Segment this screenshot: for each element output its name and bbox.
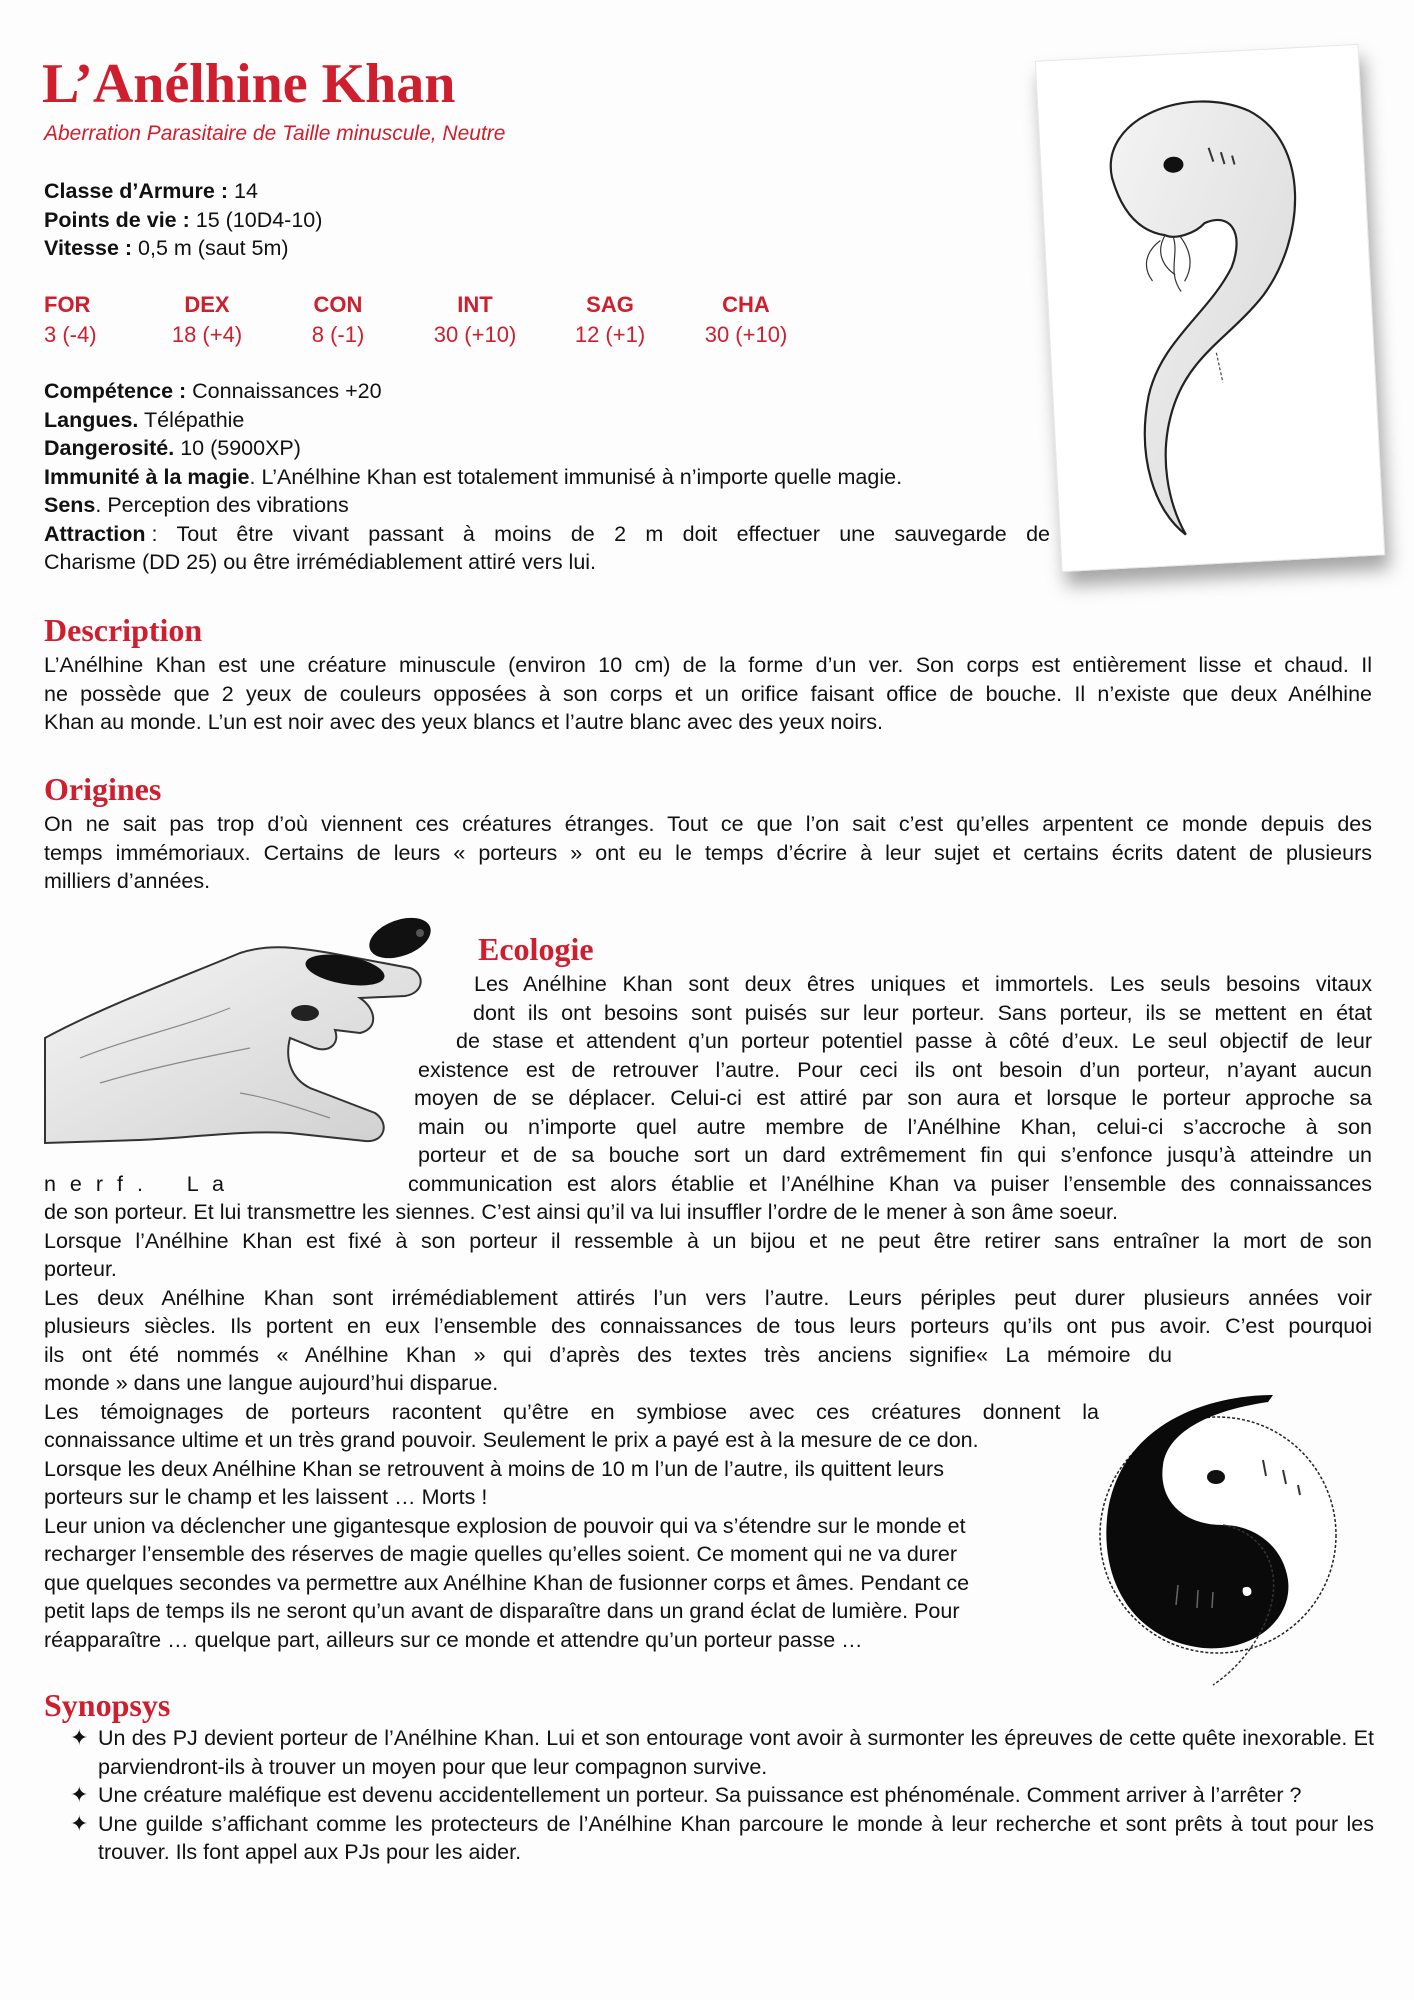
list-item (70, 1781, 1374, 1810)
trait-value: Télépathie (138, 407, 245, 432)
section-heading-origines: Origines (44, 771, 162, 807)
ability-label: CHA (722, 292, 770, 317)
text-line: Lorsque les deux Anélhine Khan se retrouvent à moins de 10 m l’un de l’autre, ils quittent leurs (44, 1456, 944, 1481)
text-line: ne possède que 2 yeux de couleurs opposées à son corps et un orifice faisant office de bouche. Il n’existe que deux Anélhine (44, 681, 1372, 706)
trait-label: Dangerosité. (44, 436, 175, 460)
trait-skill (44, 377, 1050, 406)
trait-label: Langues. (44, 407, 139, 432)
trait-challenge (44, 434, 1050, 463)
trait-value: 10 (5900XP) (174, 436, 301, 460)
ability-value: 8 (-1) (311, 322, 365, 347)
section-heading-ecologie: Ecologie (478, 931, 594, 967)
description-paragraph (44, 651, 1372, 737)
stat-speed (44, 234, 322, 263)
ability-value: 12 (+1) (574, 322, 646, 347)
ability-value: 3 (-4) (44, 322, 97, 347)
text-fragment: communication est alors établie et l’Anélhine Khan va puiser l’ensemble des connaissances (408, 1171, 1372, 1196)
trait-attraction-cont: Charisme (DD 25) ou être irrémédiablement attiré vers lui. (44, 550, 597, 574)
ability-label: INT (457, 292, 493, 317)
text-line: milliers d’années. (44, 869, 211, 893)
synopsys-list (70, 1724, 1374, 1867)
yin-yang-worms-icon (1093, 1380, 1343, 1695)
trait-value: Connaissances +20 (186, 379, 382, 403)
text-line: Les deux Anélhine Khan sont irrémédiablement attirés l’un vers l’autre. Leurs périples peut durer plusieurs années voir (44, 1285, 1372, 1310)
star-bullet-icon: ✦ (70, 1782, 89, 1807)
ability-value: 30 (+10) (704, 322, 788, 347)
text-line: L’Anélhine Khan est une créature minuscule (environ 10 cm) de la forme d’un ver. Son corps est entièrement lisse et chaud. Il (44, 653, 1372, 677)
trait-languages (44, 406, 1050, 435)
trait-attraction (44, 520, 1050, 549)
text-line: porteurs sur le champ et les laissent … Morts ! (44, 1485, 488, 1509)
stat-value: 15 (10D4-10) (189, 207, 323, 232)
text-fragment: n e r f . L a (44, 1171, 228, 1196)
traits (44, 377, 1050, 577)
trait-value: . Perception des vibrations (95, 493, 349, 517)
page-title: L’Anélhine Khan (42, 53, 456, 115)
trait-value: : Tout être vivant passant à moins de 2 m doit effectuer une sauvegarde de (151, 521, 1050, 546)
ability-con (306, 290, 370, 350)
text-line: moyen de se déplacer. Celui-ci est attiré par son aura et lorsque le porteur approche sa (414, 1086, 1372, 1110)
text-line: que quelques secondes va permettre aux Anélhine Khan de fusionner corps et âmes. Pendant ce (44, 1570, 970, 1595)
split-line (44, 1170, 1372, 1199)
text-line: Khan au monde. L’un est noir avec des yeux blancs et l’autre blanc avec des yeux noirs. (44, 710, 884, 734)
trait-value: . L’Anélhine Khan est totalement immunisé à n’importe quelle magie. (249, 464, 903, 489)
text-line: Lorsque l’Anélhine Khan est fixé à son porteur il ressemble à un bijou et ne peut être retirer sans entraîner la mort de son (44, 1228, 1372, 1253)
text-line: plusieurs siècles. Ils portent en eux l’ensemble des connaissances de tous leurs porteurs qu’ils ont pus avoir. C’est pourquoi (44, 1314, 1372, 1338)
text-line: Leur union va déclencher une gigantesque explosion de pouvoir qui va s’étendre sur le monde et (44, 1513, 966, 1538)
core-stats (44, 177, 322, 263)
stat-hit-points (44, 206, 322, 235)
list-item-text: Une créature maléfique est devenu accidentellement un porteur. Sa puissance est phénoménale. Comment arriver à l’arrêter ? (98, 1783, 1302, 1807)
stat-value: 0,5 m (saut 5m) (132, 236, 289, 260)
ability-label: DEX (184, 292, 230, 317)
ability-dex (165, 290, 249, 350)
ability-label: FOR (44, 292, 91, 317)
worm-creature-icon (1036, 45, 1384, 571)
list-item (70, 1810, 1374, 1867)
star-bullet-icon: ✦ (70, 1810, 89, 1836)
text-line: réapparaître … quelque part, ailleurs sur ce monde et attendre qu’un porteur passe … (44, 1627, 863, 1652)
yin-yang-illustration (1093, 1380, 1343, 1695)
trait-label: Sens (44, 493, 96, 517)
text-line: ils ont été nommés « Anélhine Khan » qui d’après des textes très anciens signifie« La mémoire du (44, 1342, 1172, 1367)
stat-armor-class (44, 177, 322, 206)
section-heading-synopsys: Synopsys (44, 1687, 171, 1723)
ability-for (44, 290, 97, 350)
origines-paragraph (44, 810, 1372, 896)
text-line: monde » dans une langue aujourd’hui disparue. (44, 1371, 499, 1395)
ability-value: 30 (+10) (433, 322, 517, 347)
text-line: Les Anélhine Khan sont deux êtres uniques et immortels. Les seuls besoins vitaux (474, 972, 1372, 996)
text-line: existence est de retrouver l’autre. Pour ceci ils ont besoin d’un porteur, n’ayant aucun (418, 1057, 1372, 1082)
stat-label: Vitesse : (44, 236, 133, 260)
stat-value: 14 (228, 179, 258, 203)
section-heading-description: Description (44, 612, 203, 648)
list-item-text: Une guilde s’affichant comme les protecteurs de l’Anélhine Khan parcoure le monde à leur recherche et sont prêts à tout pour les trouver. Ils font appel aux PJs pour les aider. (98, 1811, 1374, 1864)
text-line: temps immémoriaux. Certains de leurs « porteurs » ont eu le temps d’écrire à leur sujet et certains écrits datent de plusieurs (44, 840, 1372, 865)
trait-label: Compétence : (44, 379, 187, 403)
trait-senses (44, 491, 1050, 520)
text-line: connaissance ultime et un très grand pouvoir. Seulement le prix a payé est à la mesure de ce don. (44, 1428, 979, 1452)
ability-cha (696, 290, 796, 350)
text-line: porteur et de sa bouche sort un dard extrêmement fin qui s’enfonce jusqu’à atteindre un (418, 1143, 1372, 1167)
ability-sag (568, 290, 652, 350)
trait-magic-immunity (44, 463, 1050, 492)
text-line: de son porteur. Et lui transmettre les siennes. C’est ainsi qu’il va lui insuffler l’ordre de le mener à son âme soeur. (44, 1200, 1118, 1224)
text-line: On ne sait pas trop d’où viennent ces créatures étranges. Tout ce que l’on sait c’est qu’elles arpentent ce monde depuis des (44, 812, 1372, 836)
list-item (70, 1724, 1374, 1781)
text-line: recharger l’ensemble des réserves de magie quelles qu’elles soient. Ce moment qui ne va durer (44, 1542, 958, 1566)
text-line: main ou n’importe quel autre membre de l’Anélhine Khan, celui-ci s’accroche à son (418, 1114, 1372, 1139)
text-line: de stase et attendent q’un porteur potentiel passe à côté d’eux. Le seul objectif de leur (456, 1029, 1372, 1053)
star-bullet-icon: ✦ (70, 1725, 89, 1750)
ability-int (425, 290, 525, 350)
text-line: petit laps de temps ils ne seront qu’un avant de disparaître dans un grand éclat de lumière. Pour (44, 1599, 960, 1623)
text-line: porteur. (44, 1257, 117, 1281)
ability-value: 18 (+4) (171, 322, 243, 347)
trait-label: Immunité à la magie (44, 464, 250, 489)
stat-label: Points de vie : (44, 207, 190, 232)
list-item-text: Un des PJ devient porteur de l’Anélhine Khan. Lui et son entourage vont avoir à surmonter les épreuves de cette quête inexorable. Et parviendront-ils à trouver un moyen pour que leur compagnon survive. (98, 1726, 1374, 1779)
trait-label: Attraction (44, 521, 146, 546)
worm-illustration-frame (1035, 44, 1385, 572)
ability-label: CON (313, 292, 363, 317)
stat-label: Classe d’Armure : (44, 179, 229, 203)
text-line: Les témoignages de porteurs racontent qu’être en symbiose avec ces créatures donnent la (44, 1399, 1099, 1424)
text-line: dont ils ont besoins sont puisés sur leur porteur. Sans porteur, ils se mettent en état (473, 1000, 1372, 1025)
ability-label: SAG (586, 292, 634, 317)
creature-type-subtitle: Aberration Parasitaire de Taille minuscule, Neutre (44, 122, 506, 145)
